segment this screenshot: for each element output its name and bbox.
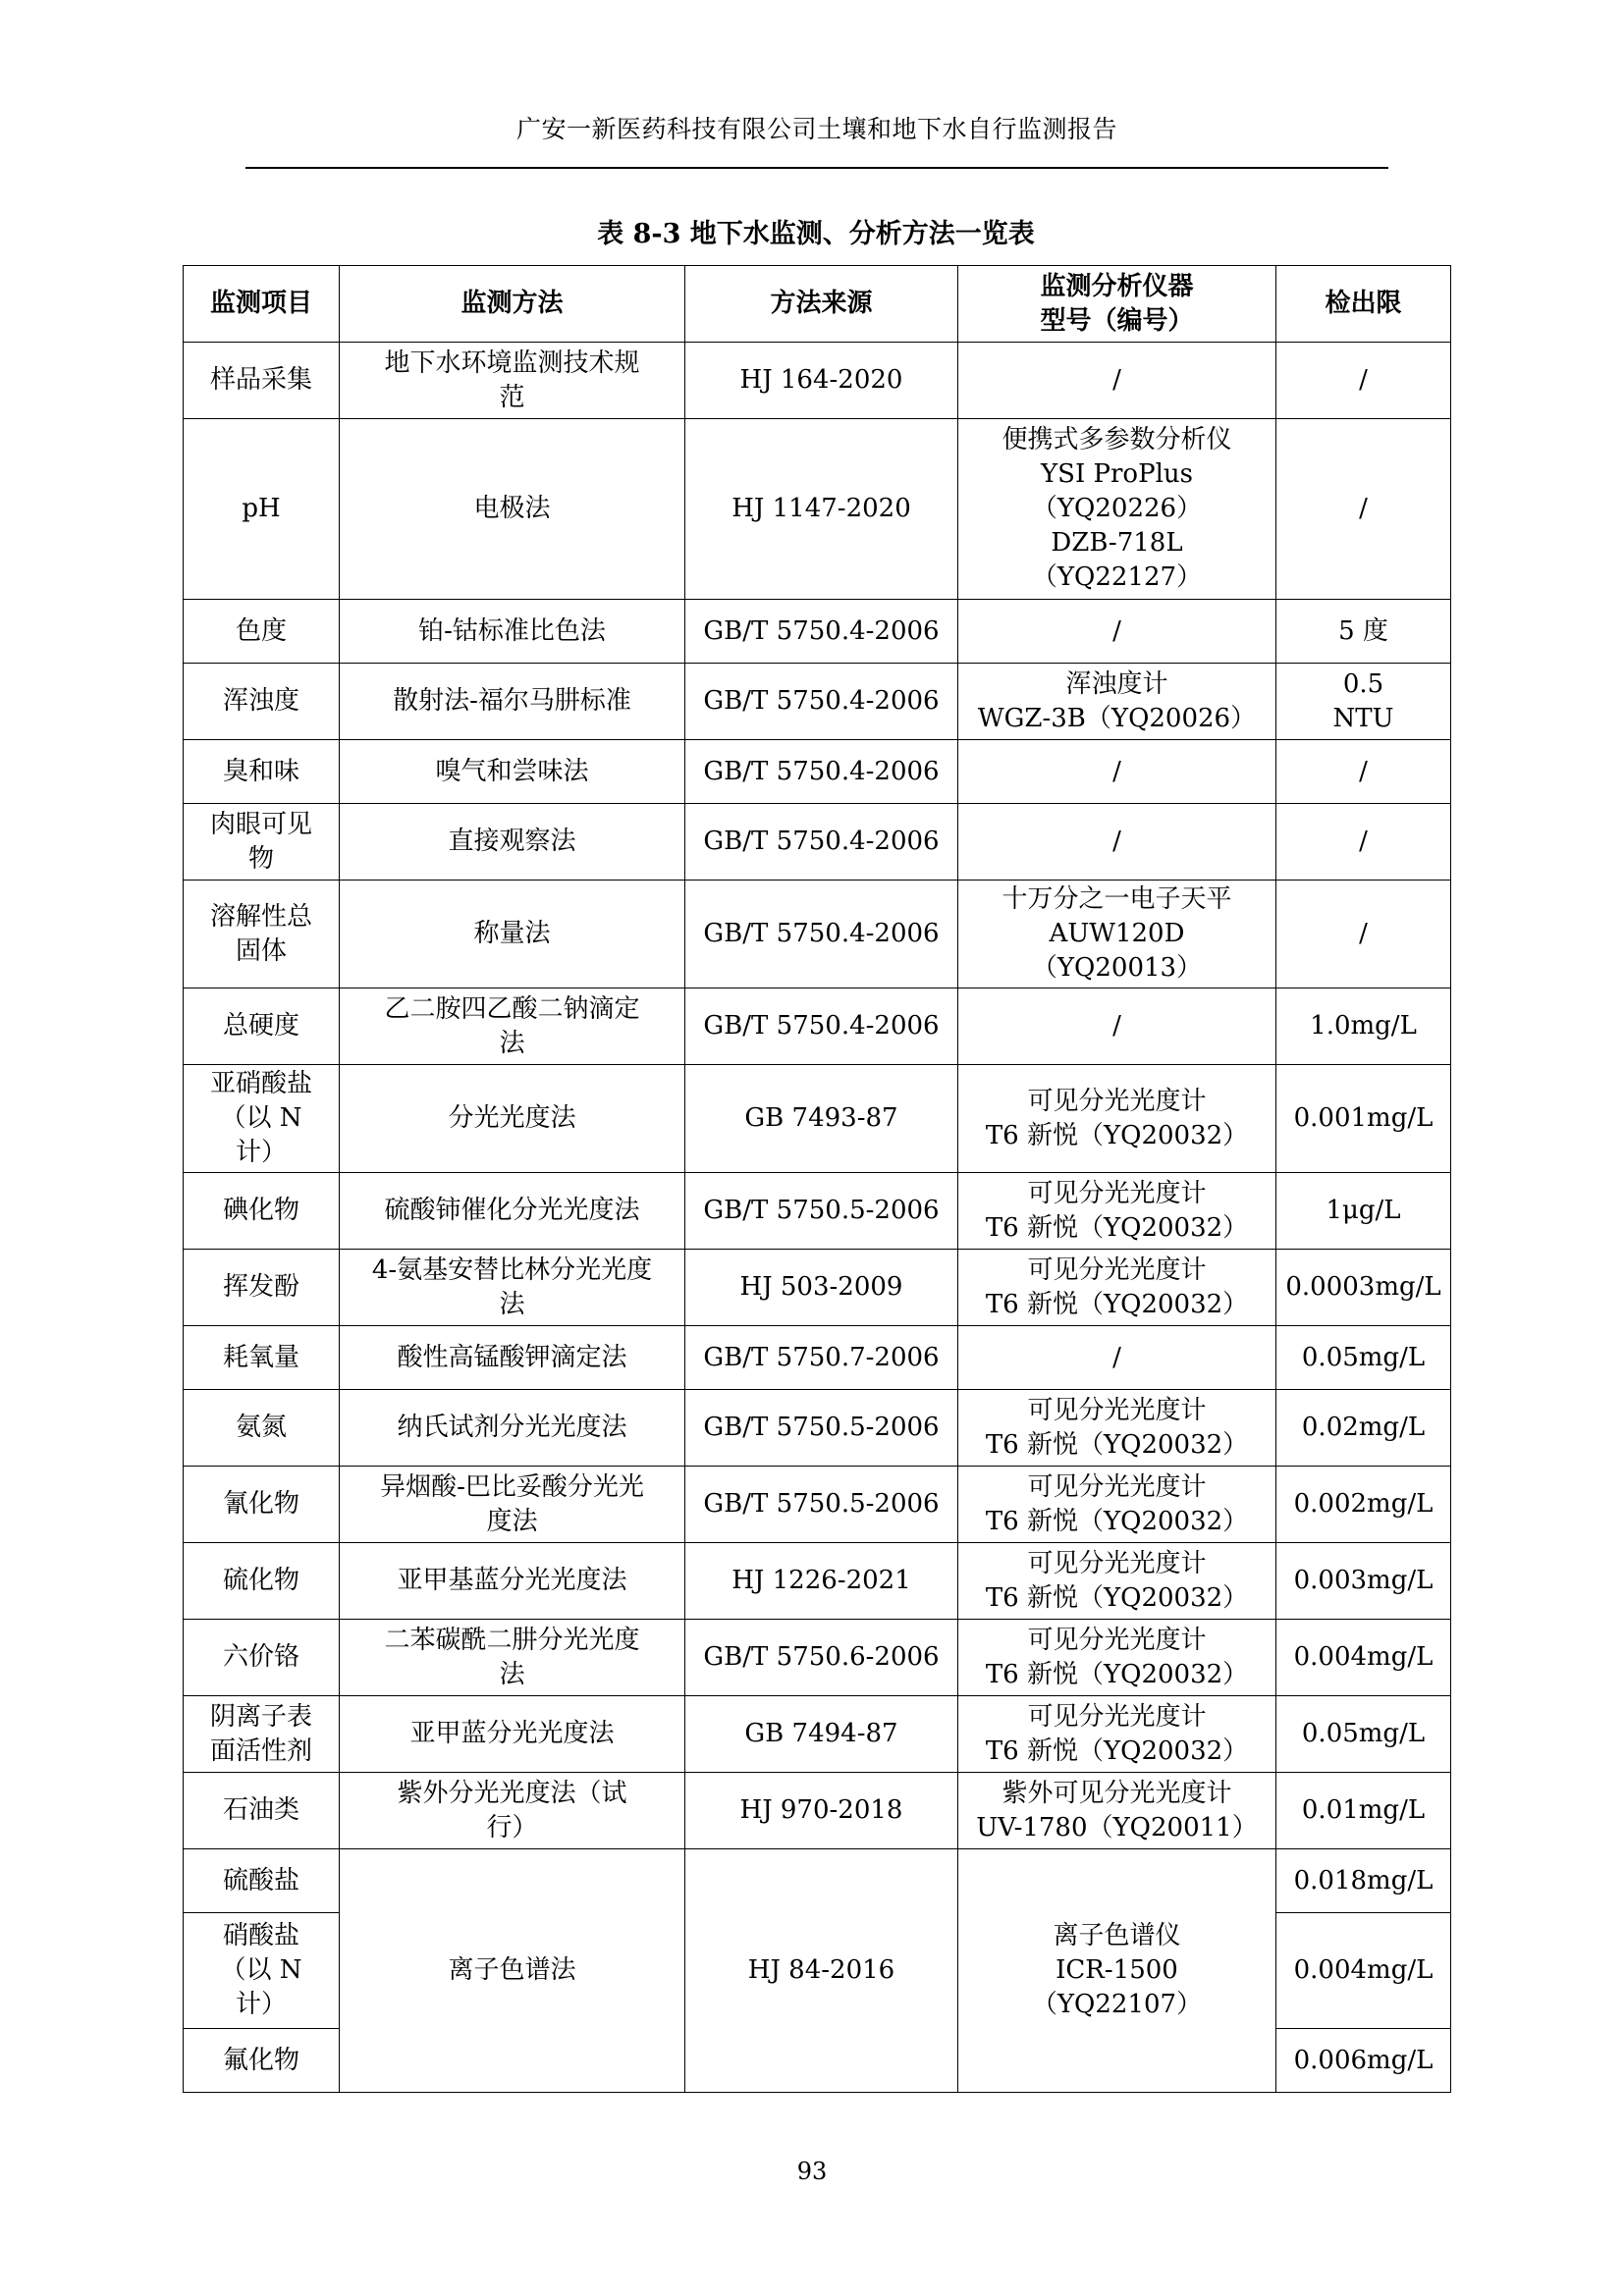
method-cell: 散射法-福尔马肼标准: [340, 664, 685, 740]
limit-cell: 0.01mg/L: [1276, 1773, 1451, 1849]
limit-cell: /: [1276, 343, 1451, 419]
source-cell: GB/T 5750.5-2006: [685, 1173, 958, 1250]
source-cell: GB/T 5750.4-2006: [685, 804, 958, 881]
limit-cell: 0.004mg/L: [1276, 1913, 1451, 2029]
table-row: [184, 1173, 1451, 1250]
table-row: [184, 343, 1451, 419]
instrument-cell: 便携式多参数分析仪 YSI ProPlus （YQ20226） DZB-718L （YQ22127）: [958, 419, 1276, 600]
limit-cell: 0.05mg/L: [1276, 1326, 1451, 1390]
limit-cell: /: [1276, 740, 1451, 804]
page-number: 93: [796, 2158, 828, 2185]
table-row: [184, 419, 1451, 600]
method-cell: 紫外分光光度法（试 行）: [340, 1773, 685, 1849]
instrument-cell: 浑浊度计 WGZ-3B（YQ20026）: [958, 664, 1276, 740]
limit-cell: 0.0003mg/L: [1276, 1250, 1451, 1326]
method-cell: 二苯碳酰二肼分光光度 法: [340, 1620, 685, 1696]
table-row: [184, 1773, 1451, 1849]
instrument-cell: /: [958, 804, 1276, 881]
monitoring-item-cell: 硫酸盐: [184, 1849, 340, 1913]
table-row: [184, 1467, 1451, 1543]
method-cell: 亚甲蓝分光光度法: [340, 1696, 685, 1773]
instrument-cell: 可见分光光度计 T6 新悦（YQ20032）: [958, 1543, 1276, 1620]
instrument-cell: /: [958, 988, 1276, 1065]
monitoring-item-cell: 耗氧量: [184, 1326, 340, 1390]
source-cell: HJ 503-2009: [685, 1250, 958, 1326]
table-row: [184, 1849, 1451, 1913]
source-cell: HJ 84-2016: [685, 1849, 958, 2093]
instrument-cell: 离子色谱仪 ICR-1500 （YQ22107）: [958, 1849, 1276, 2093]
table-row: [184, 600, 1451, 664]
limit-cell: /: [1276, 419, 1451, 600]
source-cell: GB 7493-87: [685, 1065, 958, 1173]
monitoring-item-cell: 氟化物: [184, 2029, 340, 2093]
limit-cell: 0.002mg/L: [1276, 1467, 1451, 1543]
source-cell: GB/T 5750.4-2006: [685, 664, 958, 740]
limit-cell: 1.0mg/L: [1276, 988, 1451, 1065]
source-cell: HJ 1147-2020: [685, 419, 958, 600]
method-cell: 电极法: [340, 419, 685, 600]
limit-cell: /: [1276, 881, 1451, 988]
method-cell: 称量法: [340, 881, 685, 988]
monitoring-item-cell: 色度: [184, 600, 340, 664]
table-row: [184, 1390, 1451, 1467]
monitoring-item-cell: 碘化物: [184, 1173, 340, 1250]
column-header: 监测分析仪器 型号（编号）: [958, 266, 1276, 343]
instrument-cell: 可见分光光度计 T6 新悦（YQ20032）: [958, 1173, 1276, 1250]
limit-cell: 1μg/L: [1276, 1173, 1451, 1250]
monitoring-item-cell: 硝酸盐 （以 N 计）: [184, 1913, 340, 2029]
table-row: [184, 988, 1451, 1065]
monitoring-item-cell: 臭和味: [184, 740, 340, 804]
source-cell: GB/T 5750.6-2006: [685, 1620, 958, 1696]
column-header: 方法来源: [685, 266, 958, 343]
limit-cell: 0.02mg/L: [1276, 1390, 1451, 1467]
limit-cell: 0.006mg/L: [1276, 2029, 1451, 2093]
table-row: [184, 1543, 1451, 1620]
source-cell: GB/T 5750.4-2006: [685, 600, 958, 664]
source-cell: GB/T 5750.4-2006: [685, 988, 958, 1065]
monitoring-methods-table: [183, 265, 1451, 2093]
table-row: [184, 804, 1451, 881]
source-cell: GB/T 5750.5-2006: [685, 1390, 958, 1467]
method-cell: 纳氏试剂分光光度法: [340, 1390, 685, 1467]
table-row: [184, 1696, 1451, 1773]
column-header: 检出限: [1276, 266, 1451, 343]
instrument-cell: /: [958, 600, 1276, 664]
page-header: 广安一新医药科技有限公司土壤和地下水自行监测报告: [515, 115, 1117, 143]
limit-cell: /: [1276, 804, 1451, 881]
method-cell: 亚甲基蓝分光光度法: [340, 1543, 685, 1620]
method-cell: 铂-钴标准比色法: [340, 600, 685, 664]
limit-cell: 0.05mg/L: [1276, 1696, 1451, 1773]
method-cell: 酸性高锰酸钾滴定法: [340, 1326, 685, 1390]
instrument-cell: 十万分之一电子天平 AUW120D （YQ20013）: [958, 881, 1276, 988]
instrument-cell: /: [958, 343, 1276, 419]
source-cell: GB/T 5750.4-2006: [685, 740, 958, 804]
instrument-cell: 可见分光光度计 T6 新悦（YQ20032）: [958, 1250, 1276, 1326]
method-cell: 硫酸铈催化分光光度法: [340, 1173, 685, 1250]
method-cell: 直接观察法: [340, 804, 685, 881]
method-cell: 4-氨基安替比林分光光度 法: [340, 1250, 685, 1326]
monitoring-item-cell: 六价铬: [184, 1620, 340, 1696]
method-cell: 嗅气和尝味法: [340, 740, 685, 804]
source-cell: GB/T 5750.7-2006: [685, 1326, 958, 1390]
instrument-cell: 紫外可见分光光度计 UV-1780（YQ20011）: [958, 1773, 1276, 1849]
monitoring-item-cell: 亚硝酸盐 （以 N 计）: [184, 1065, 340, 1173]
source-cell: HJ 1226-2021: [685, 1543, 958, 1620]
table-row: [184, 1326, 1451, 1390]
instrument-cell: 可见分光光度计 T6 新悦（YQ20032）: [958, 1696, 1276, 1773]
column-header: 监测方法: [340, 266, 685, 343]
monitoring-item-cell: 样品采集: [184, 343, 340, 419]
source-cell: GB 7494-87: [685, 1696, 958, 1773]
monitoring-item-cell: 肉眼可见 物: [184, 804, 340, 881]
monitoring-item-cell: 总硬度: [184, 988, 340, 1065]
monitoring-item-cell: 硫化物: [184, 1543, 340, 1620]
table-row: [184, 1620, 1451, 1696]
table-row: [184, 881, 1451, 988]
table-row: [184, 664, 1451, 740]
monitoring-item-cell: 挥发酚: [184, 1250, 340, 1326]
instrument-cell: 可见分光光度计 T6 新悦（YQ20032）: [958, 1620, 1276, 1696]
method-cell: 分光光度法: [340, 1065, 685, 1173]
limit-cell: 5 度: [1276, 600, 1451, 664]
monitoring-item-cell: 阴离子表 面活性剂: [184, 1696, 340, 1773]
table-title: 表 8-3 地下水监测、分析方法一览表: [597, 219, 1035, 249]
table-row: [184, 740, 1451, 804]
source-cell: HJ 164-2020: [685, 343, 958, 419]
instrument-cell: 可见分光光度计 T6 新悦（YQ20032）: [958, 1065, 1276, 1173]
instrument-cell: 可见分光光度计 T6 新悦（YQ20032）: [958, 1390, 1276, 1467]
monitoring-item-cell: 石油类: [184, 1773, 340, 1849]
monitoring-item-cell: 浑浊度: [184, 664, 340, 740]
monitoring-item-cell: 溶解性总 固体: [184, 881, 340, 988]
limit-cell: 0.001mg/L: [1276, 1065, 1451, 1173]
source-cell: GB/T 5750.5-2006: [685, 1467, 958, 1543]
method-cell: 地下水环境监测技术规 范: [340, 343, 685, 419]
source-cell: GB/T 5750.4-2006: [685, 881, 958, 988]
table-row: [184, 1250, 1451, 1326]
table-header-row: [184, 266, 1451, 343]
monitoring-item-cell: 氨氮: [184, 1390, 340, 1467]
instrument-cell: /: [958, 740, 1276, 804]
instrument-cell: 可见分光光度计 T6 新悦（YQ20032）: [958, 1467, 1276, 1543]
header-rule: [245, 167, 1388, 169]
method-cell: 异烟酸-巴比妥酸分光光 度法: [340, 1467, 685, 1543]
limit-cell: 0.003mg/L: [1276, 1543, 1451, 1620]
table-row: [184, 1065, 1451, 1173]
monitoring-item-cell: pH: [184, 419, 340, 600]
limit-cell: 0.004mg/L: [1276, 1620, 1451, 1696]
limit-cell: 0.5 NTU: [1276, 664, 1451, 740]
source-cell: HJ 970-2018: [685, 1773, 958, 1849]
monitoring-item-cell: 氰化物: [184, 1467, 340, 1543]
method-cell: 乙二胺四乙酸二钠滴定 法: [340, 988, 685, 1065]
column-header: 监测项目: [184, 266, 340, 343]
method-cell: 离子色谱法: [340, 1849, 685, 2093]
instrument-cell: /: [958, 1326, 1276, 1390]
limit-cell: 0.018mg/L: [1276, 1849, 1451, 1913]
